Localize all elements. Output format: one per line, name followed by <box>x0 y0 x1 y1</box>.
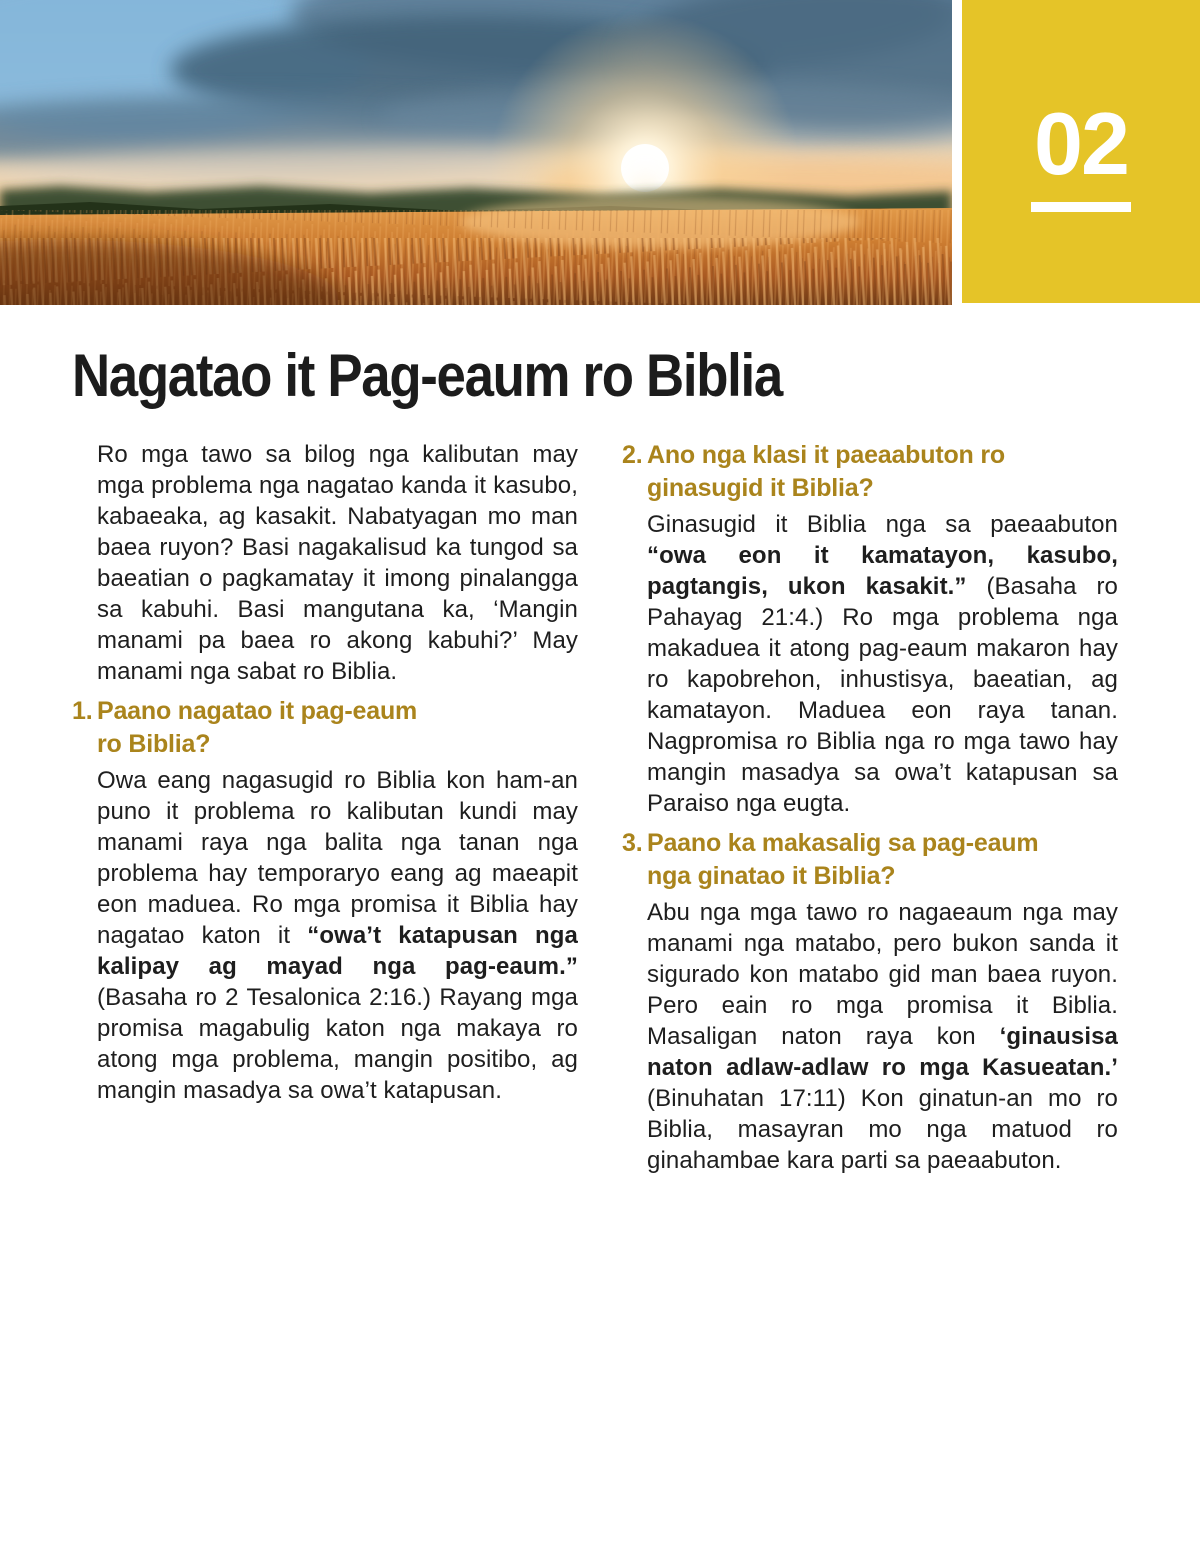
hero-header <box>0 0 1200 305</box>
section-1 <box>72 695 578 1106</box>
lesson-number-underline <box>1031 202 1131 212</box>
section-3 <box>622 827 1118 1176</box>
right-column <box>622 439 1118 1176</box>
section-1-heading <box>72 695 578 761</box>
intro-paragraph: Ro mga tawo sa bilog nga kalibutan may mga problema nga nagatao kanda it kasubo, kabaeaka, ag kasakit. Nabatyagan mo man baea ruyon? Basi nagakalisud ka tungod sa baeatian o pagkamatay it imong pinalangga sa kabuhi. Basi mangutana ka, ‘Mangin manami pa baea ro akong kabuhi?’ May manami nga sabat ro Biblia. <box>97 441 578 685</box>
lesson-number-badge <box>962 0 1200 303</box>
section-1-paragraph: Owa eang nagasugid ro Biblia kon ham-an puno it problema ro kalibutan kundi may manami raya nga balita nga tanan nga problema hay temporaryo eang ag maeapit eon maduea. Ro mga promisa it Biblia hay nagatao katon it “owa’t katapusan nga kalipay ag mayad nga pag-eaum.” (Basaha ro 2 Tesalonica 2:16.) Rayang mga promisa magabulig katon nga makaya ro atong mga problema, mangin positibo, ag mangin masadya sa owa’t katapusan. <box>97 767 578 1104</box>
section-3-number: 3. <box>622 829 643 857</box>
page-title: Nagatao it Pag-eaum ro Biblia <box>72 342 782 409</box>
section-2-heading-text: Ano nga klasi it paeaabuton ro ginasugid it Biblia? <box>647 441 1005 502</box>
left-column <box>72 439 578 1176</box>
section-3-paragraph: Abu nga mga tawo ro nagaeaum nga may manami nga matabo, pero bukon sanda it sigurado kon matabo gid man baea ruyon. Pero eain ro mga promisa it Biblia. Masaligan naton raya kon ‘ginausisa naton adlaw-adlaw ro mga Kasueatan.’ (Binuhatan 17:11) Kon ginatun-an mo ro Biblia, masayran mo nga matuod ro ginahambae kara parti sa paeaabuton. <box>647 899 1118 1174</box>
section-2-paragraph: Ginasugid it Biblia nga sa paeaabuton “owa eon it kamatayon, kasubo, pagtangis, ukon kasakit.” (Basaha ro Pahayag 21:4.) Ro mga problema nga makaduea it atong pag-eaum makaron hay ro kapobrehon, inhustisya, baeatian, ag kamatayon. Maduea eon raya tanan. Nagpromisa ro Biblia nga ro mga tawo hay mangin masadya sa owa’t katapusan sa Paraiso nga eugta. <box>647 511 1118 817</box>
section-2-heading <box>622 439 1118 505</box>
section-3-heading <box>622 827 1118 893</box>
section-2 <box>622 439 1118 819</box>
section-1-heading-text: Paano nagatao it pag-eaum ro Biblia? <box>97 697 418 758</box>
section-2-number: 2. <box>622 441 643 469</box>
two-column-layout <box>72 439 1200 1176</box>
section-3-heading-text: Paano ka makasalig sa pag-eaum nga ginatao it Biblia? <box>647 829 1039 890</box>
section-1-number: 1. <box>72 697 93 725</box>
article <box>0 343 1200 1176</box>
lesson-number: 02 <box>1034 94 1128 193</box>
wheat-field-sunset-photo <box>0 0 952 305</box>
